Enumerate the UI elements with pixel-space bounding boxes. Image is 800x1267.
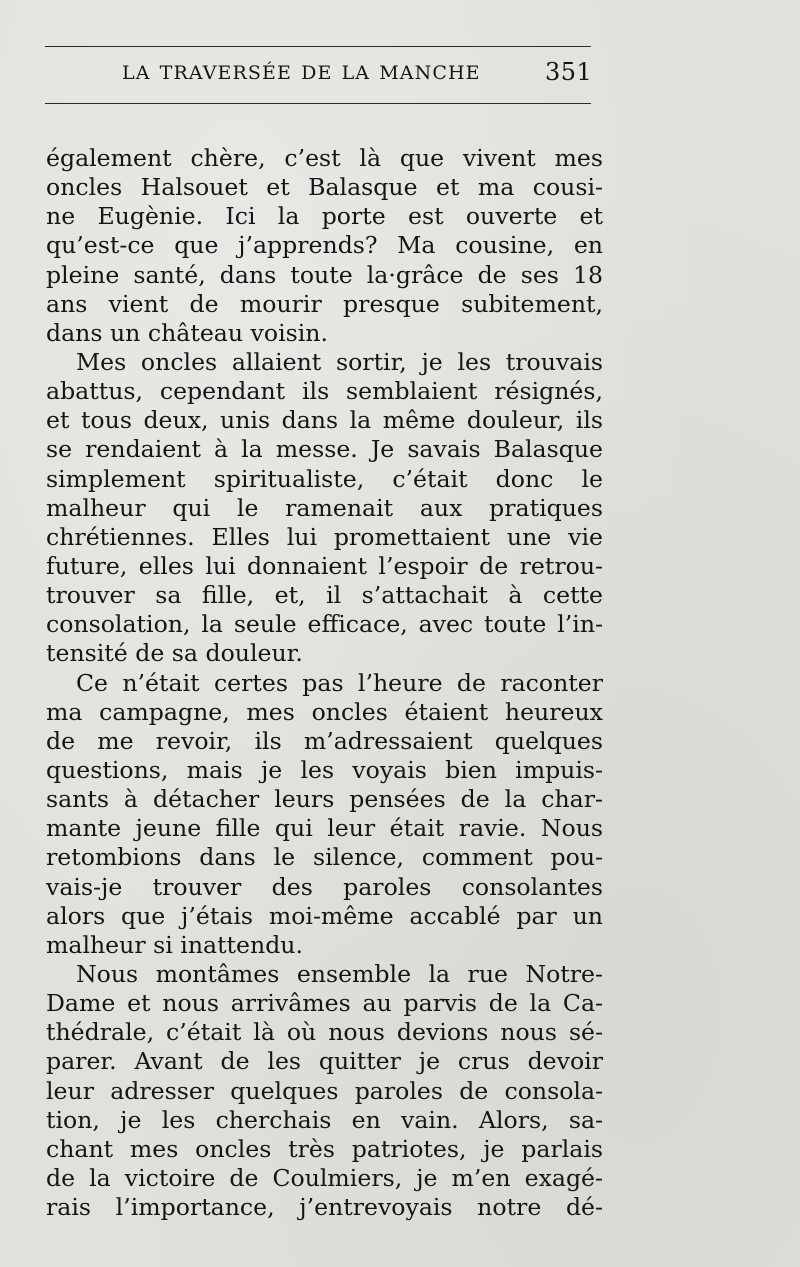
text-line: Nous montâmes ensemble la rue Notre- (76, 959, 603, 988)
text-line: Mes oncles allaient sortir, je les trouvais (76, 347, 603, 376)
text-line: consolation, la seule efficace, avec toute l’in- (46, 610, 603, 639)
text-line: ne Eugènie. Ici la porte est ouverte et (46, 202, 603, 231)
text-line: tion, je les cherchais en vain. Alors, sa- (46, 1105, 603, 1134)
text-line: Ce n’était certes pas l’heure de raconter (76, 668, 603, 697)
text-line: thédrale, c’était là où nous devions nous sé- (46, 1018, 603, 1047)
text-line: leur adresser quelques paroles de consola- (46, 1076, 603, 1105)
text-line: trouver sa fille, et, il s’attachait à cette (46, 581, 603, 610)
text-line: chant mes oncles très patriotes, je parlais (46, 1134, 603, 1163)
text-line: sants à détacher leurs pensées de la char- (46, 785, 603, 814)
text-line: Dame et nous arrivâmes au parvis de la Ca- (46, 989, 603, 1018)
text-line: de me revoir, ils m’adressaient quelques (46, 726, 603, 755)
text-line: malheur si inattendu. (46, 930, 303, 959)
text-line: abattus, cependant ils semblaient résignés, (46, 377, 603, 406)
text-line: parer. Avant de les quitter je crus devoir (46, 1047, 603, 1076)
text-line: et tous deux, unis dans la même douleur, ils (46, 406, 603, 435)
text-line: future, elles lui donnaient l’espoir de retrou- (46, 551, 603, 580)
text-line: de la victoire de Coulmiers, je m’en exagé- (46, 1163, 603, 1192)
text-line: vais-je trouver des paroles consolantes (46, 872, 603, 901)
text-line: ma campagne, mes oncles étaient heureux (46, 697, 603, 726)
text-line: se rendaient à la messe. Je savais Balasque (46, 435, 603, 464)
text-line: oncles Halsouet et Balasque et ma cousi- (46, 173, 603, 202)
text-line: chrétiennes. Elles lui promettaient une vie (46, 522, 603, 551)
header-rule-top (45, 46, 591, 47)
text-line: qu’est-ce que j’apprends? Ma cousine, en (46, 231, 603, 260)
page-number: 351 (545, 58, 593, 86)
text-line: tensité de sa douleur. (46, 639, 303, 668)
text-line: pleine santé, dans toute la·grâce de ses 18 (46, 260, 603, 289)
text-line: dans un château voisin. (46, 318, 328, 347)
body-text (46, 144, 603, 1222)
text-line: rais l’importance, j’entrevoyais notre dé- (46, 1193, 603, 1222)
text-line: questions, mais je les voyais bien impuis- (46, 755, 603, 784)
text-line: retombions dans le silence, comment pou- (46, 843, 603, 872)
header-rule-bottom (45, 103, 591, 104)
text-line: alors que j’étais moi-même accablé par un (46, 901, 603, 930)
text-line: malheur qui le ramenait aux pratiques (46, 493, 603, 522)
text-line: ans vient de mourir presque subitement, (46, 289, 603, 318)
text-line: également chère, c’est là que vivent mes (46, 144, 603, 172)
running-title: LA TRAVERSÉE DE LA MANCHE (122, 62, 481, 84)
text-line: simplement spiritualiste, c’était donc le (46, 464, 603, 493)
text-line: mante jeune fille qui leur était ravie. Nous (46, 814, 603, 843)
